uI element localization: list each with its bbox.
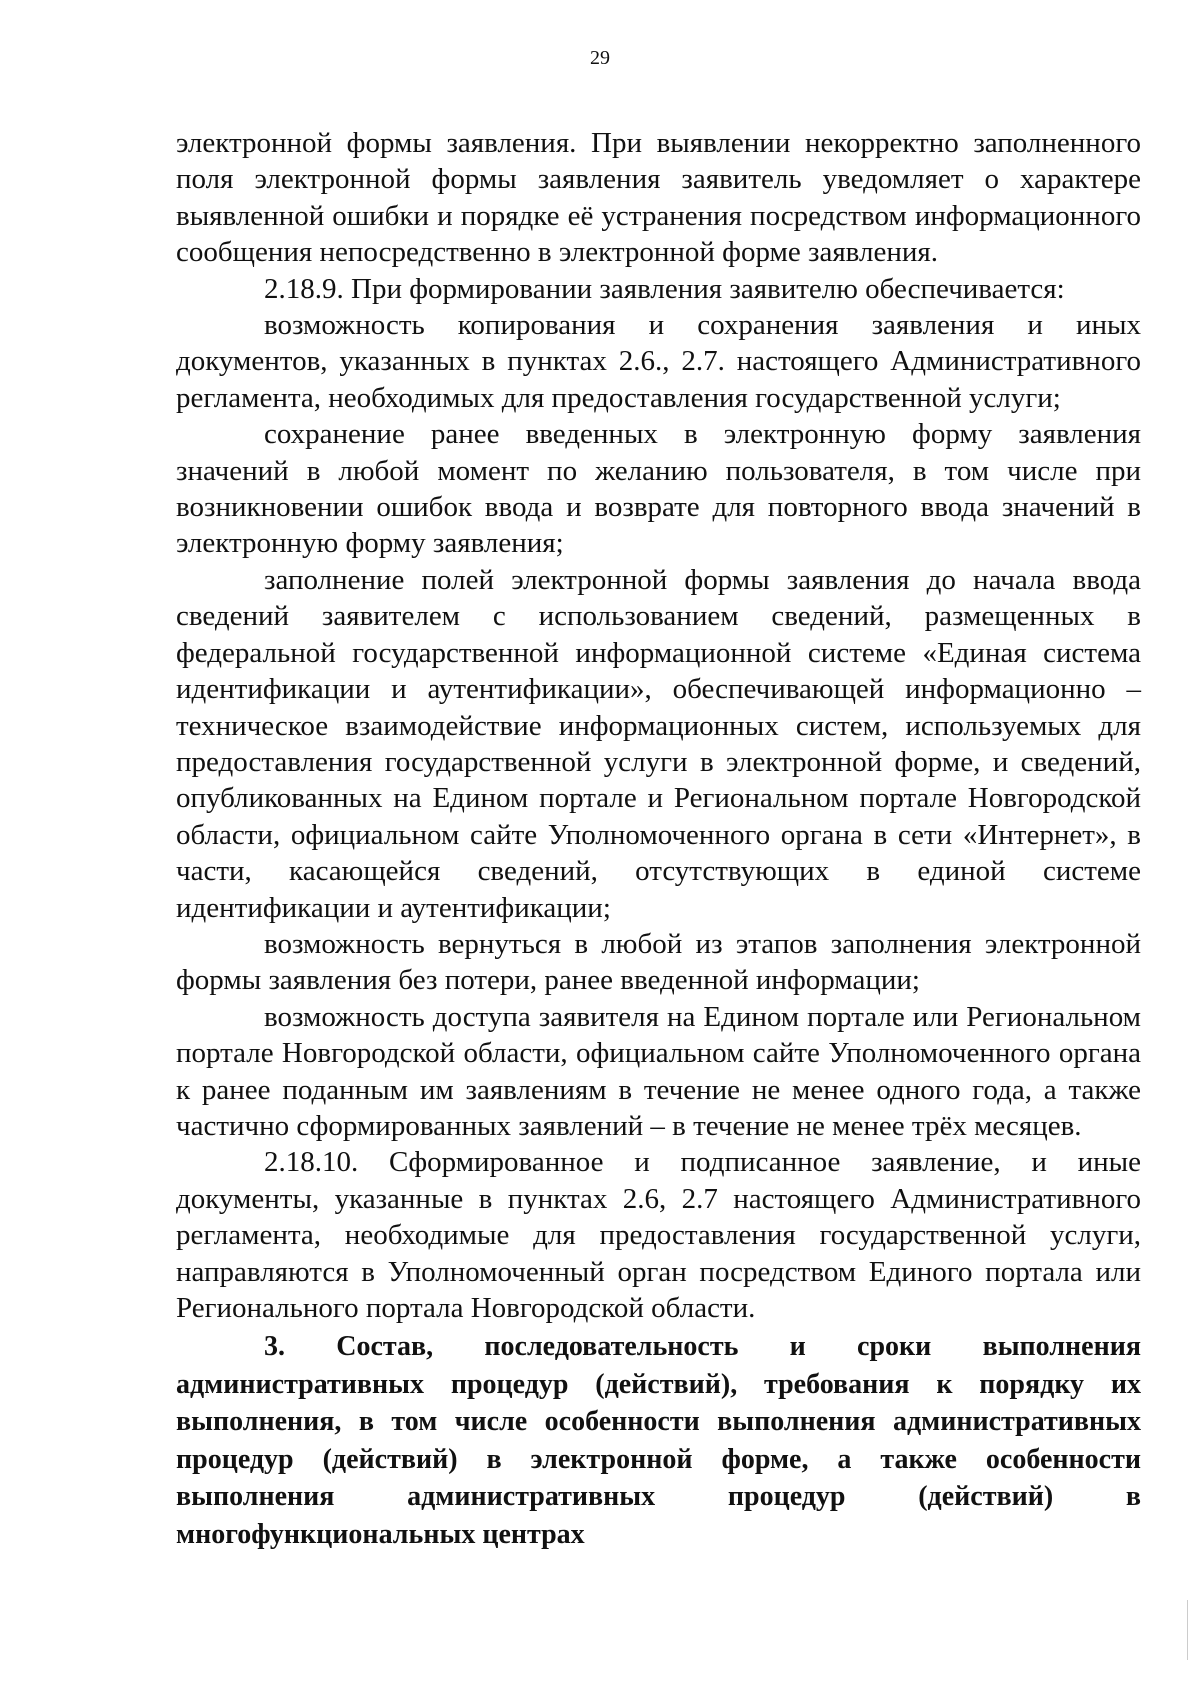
paragraph-autofill: заполнение полей электронной формы заявления до начала ввода сведений заявителем с использованием сведений, размещенных в федеральной государственной информационной системе «Единая система идентификации и аутентификации», обеспечивающей информационно – техническое взаимодействие информационных систем, используемых для предоставления государственной услуги в электронной форме, и сведений, опубликованных на Едином портале и Региональном портале Новгородской области, официальном сайте Уполномоченного органа в сети «Интернет», в части, касающейся сведений, отсутствующих в единой системе идентификации и аутентификации; [176, 563, 1141, 924]
paragraph-save-values: сохранение ранее введенных в электронную форму заявления значений в любой момент по желанию пользователя, в том числе при возникновении ошибок ввода и возврате для повторного ввода значений в электронную форму заявления; [176, 418, 1141, 560]
paragraph-2-18-9: 2.18.9. При формировании заявления заявителю обеспечивается: [264, 272, 1065, 305]
paragraph-2-18-10: 2.18.10. Сформированное и подписанное заявление, и иные документы, указанные в пунктах 2.6, 2.7 настоящего Административного регламента, необходимые для предоставления государственной услуги, направляются в Уполномоченный орган посредством Единого портала или Регионального портала Новгородской области. [176, 1146, 1141, 1324]
paragraph-return-step: возможность вернуться в любой из этапов заполнения электронной формы заявления без потери, ранее введенной информации; [176, 927, 1141, 997]
document-body [176, 125, 1141, 1326]
page-number: 29 [590, 47, 610, 69]
paragraph-continuation: электронной формы заявления. При выявлении некорректно заполненного поля электронной формы заявления заявитель уведомляет о характере выявленной ошибки и порядке её устранения посредством информационного сообщения непосредственно в электронной форме заявления. [176, 127, 1141, 269]
section-heading: 3. Состав, последовательность и сроки выполнения административных процедур (действий), требования к порядку их выполнения, в том числе особенности выполнения административных процедур (действий) в электронной форме, а также особенности выполнения административных процедур (действий) в многофункциональных центрах [176, 1331, 1141, 1550]
scan-edge-mark [1187, 1600, 1188, 1660]
paragraph-access: возможность доступа заявителя на Едином портале или Региональном портале Новгородской области, официальном сайте Уполномоченного органа к ранее поданным им заявлениям в течение не менее одного года, а также частично сформированных заявлений – в течение не менее трёх месяцев. [176, 1000, 1141, 1142]
paragraph-copy-save: возможность копирования и сохранения заявления и иных документов, указанных в пунктах 2.6., 2.7. настоящего Административного регламента, необходимых для предоставления государственной услуги; [176, 309, 1141, 414]
